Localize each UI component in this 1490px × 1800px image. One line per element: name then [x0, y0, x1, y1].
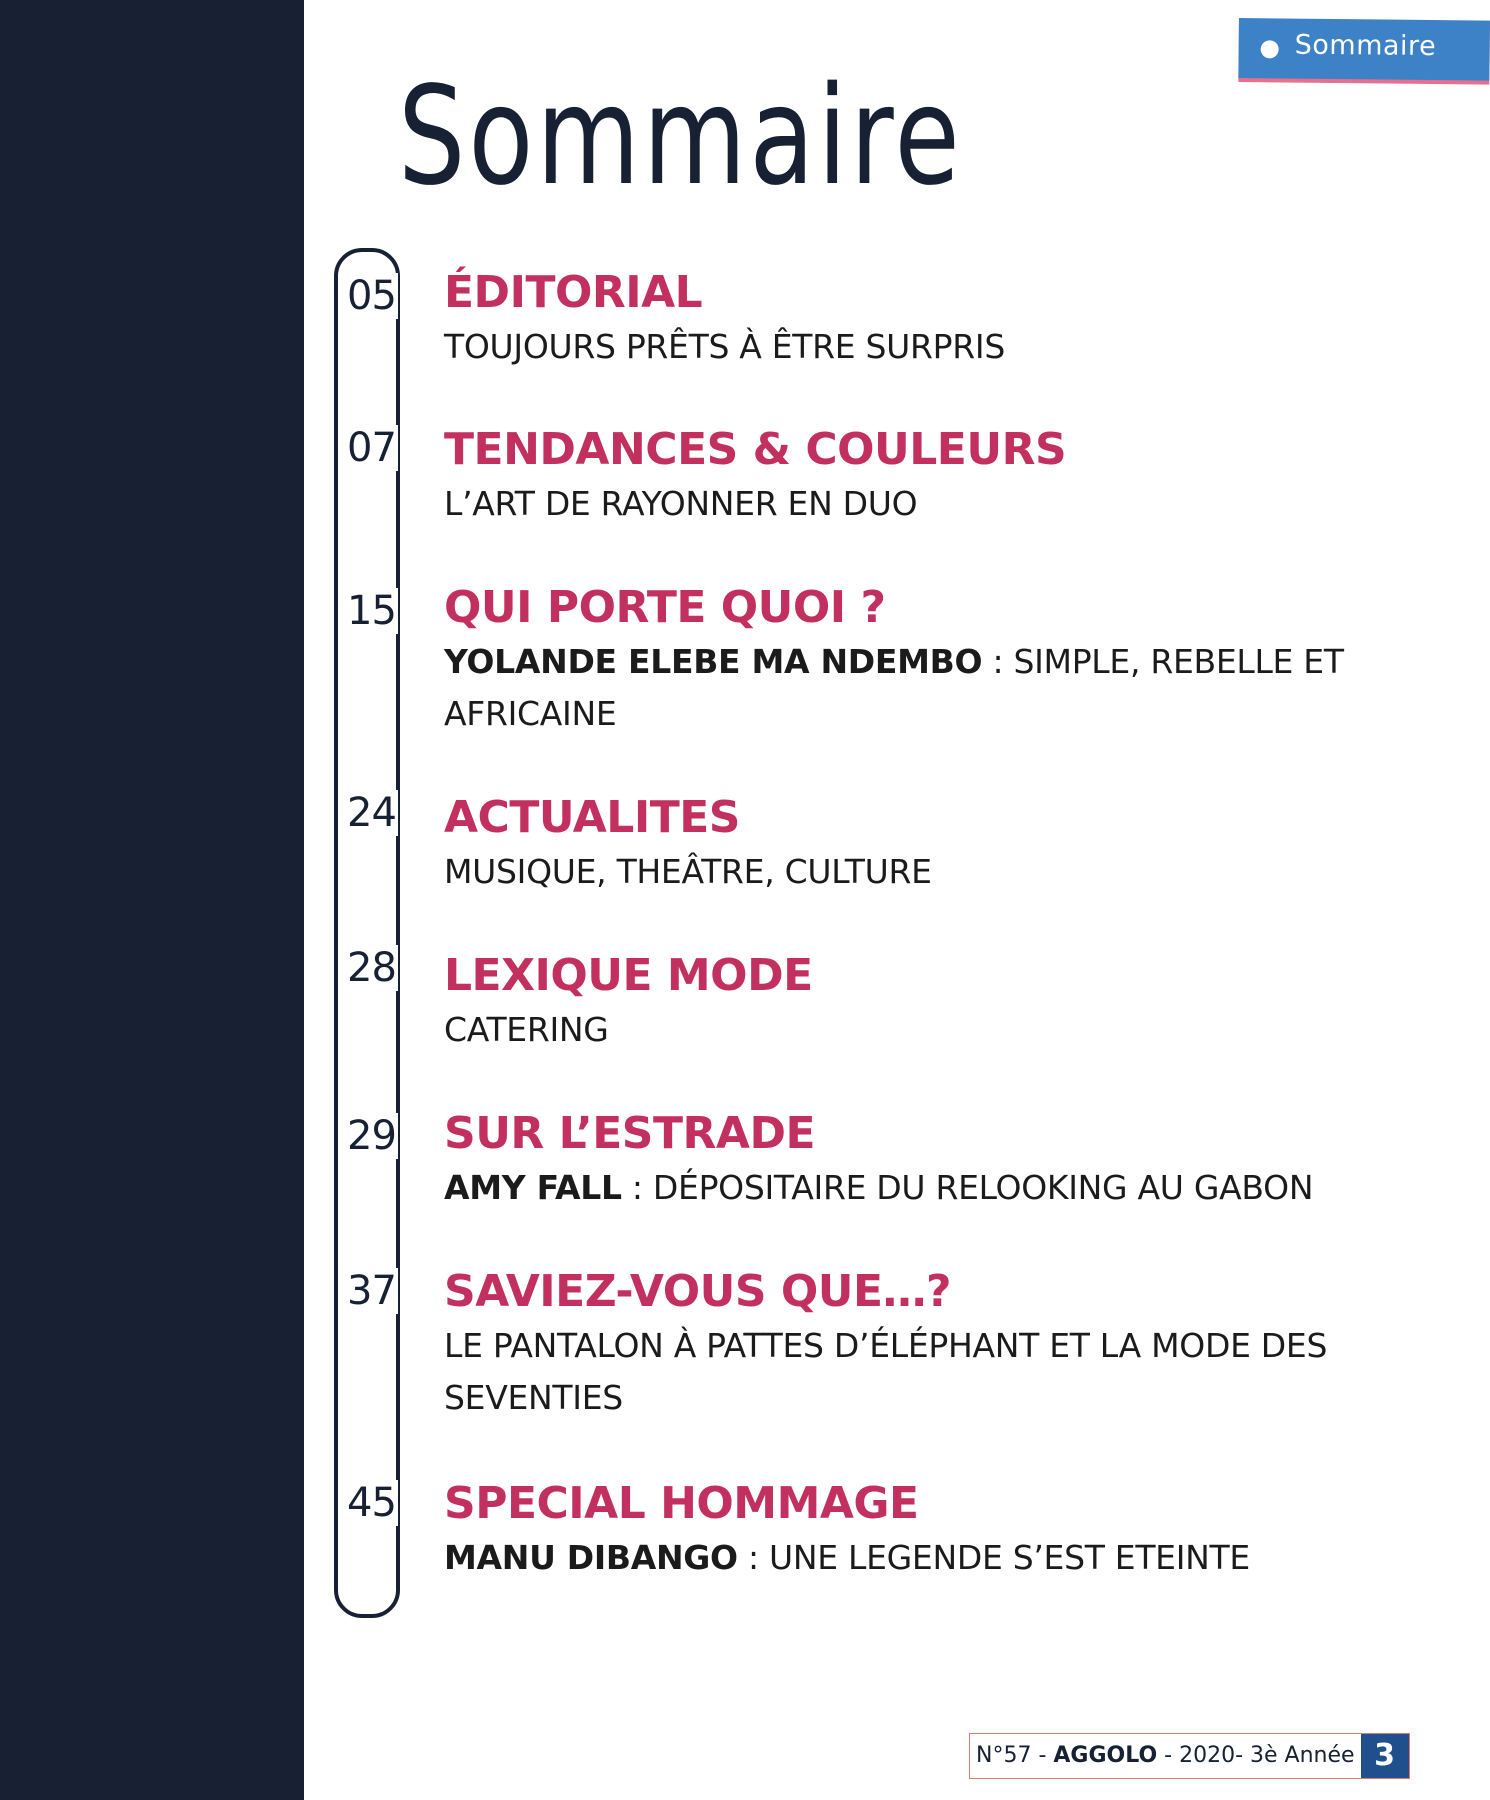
- toc-entry-estrade[interactable]: [444, 1106, 1444, 1214]
- toc-entry-subtitle: [444, 1004, 1444, 1056]
- toc-entry-text: CATERING: [444, 1010, 609, 1049]
- toc-entry-title: TENDANCES & COULEURS: [444, 424, 1067, 475]
- toc-entry-subtitle: [444, 1532, 1444, 1584]
- toc-entry-text: MUSIQUE, THEÂTRE, CULTURE: [444, 852, 932, 891]
- footer-year: - 2020- 3è Année: [1157, 1743, 1355, 1768]
- page-title: Sommaire: [398, 58, 963, 216]
- toc-entry-title: SAVIEZ-VOUS QUE…?: [444, 1266, 952, 1317]
- toc-entry-lexique[interactable]: [444, 948, 1444, 1056]
- toc-entry-separator: :: [737, 1538, 770, 1577]
- toc-entry-subtitle: [444, 321, 1444, 373]
- page-number-saviez-vous: 37: [347, 1268, 396, 1314]
- toc-entry-separator: :: [621, 1168, 653, 1207]
- footer-issue: N°57 -: [976, 1743, 1054, 1768]
- toc-entry-editorial[interactable]: [444, 265, 1444, 373]
- page-number-estrade: 29: [347, 1113, 396, 1159]
- footer-magazine-name: AGGOLO: [1053, 1743, 1158, 1768]
- toc-entry-tendances[interactable]: [444, 422, 1444, 530]
- toc-entry-title: SPECIAL HOMMAGE: [444, 1478, 919, 1529]
- page-number-editorial: 05: [347, 273, 396, 319]
- section-tag-label: Sommaire: [1294, 29, 1437, 63]
- toc-entry-bold: AMY FALL: [444, 1168, 622, 1207]
- section-tag: [1238, 18, 1490, 81]
- toc-entry-text: L’ART DE RAYONNER EN DUO: [444, 484, 918, 523]
- toc-entry-subtitle: [444, 636, 1394, 740]
- footer-issue-info: [970, 1734, 1361, 1778]
- toc-entry-subtitle: [444, 1320, 1444, 1424]
- toc-entry-qui-porte-quoi[interactable]: [444, 580, 1394, 740]
- toc-entry-title: ACTUALITES: [444, 792, 740, 843]
- toc-entry-bold: YOLANDE ELEBE MA NDEMBO: [444, 642, 983, 681]
- left-sidebar-band: [0, 0, 304, 1800]
- toc-entry-bold: MANU DIBANGO: [444, 1538, 738, 1577]
- toc-entry-title: ÉDITORIAL: [444, 267, 703, 318]
- footer-page-number: 3: [1361, 1734, 1409, 1778]
- toc-entry-text: SIMPLE, REBELLE ET AFRICAINE: [444, 642, 1344, 733]
- toc-entry-title: LEXIQUE MODE: [444, 950, 813, 1001]
- toc-entry-title: SUR L’ESTRADE: [444, 1108, 816, 1159]
- toc-entry-subtitle: [444, 846, 1444, 898]
- page-number-lexique: 28: [347, 945, 396, 991]
- toc-entry-text: LE PANTALON À PATTES D’ÉLÉPHANT ET LA MODE DES SEVENTIES: [444, 1326, 1328, 1417]
- page-number-qui-porte-quoi: 15: [347, 588, 396, 634]
- toc-entry-text: TOUJOURS PRÊTS À ÊTRE SURPRIS: [444, 327, 1005, 366]
- page-number-tendances: 07: [347, 425, 396, 471]
- toc-entry-separator: :: [982, 642, 1014, 681]
- bullet-dot-icon: [1261, 40, 1279, 58]
- toc-entry-saviez-vous[interactable]: [444, 1264, 1444, 1424]
- toc-entry-hommage[interactable]: [444, 1476, 1444, 1584]
- toc-entry-subtitle: [444, 1162, 1444, 1214]
- toc-entry-text: UNE LEGENDE S’EST ETEINTE: [769, 1538, 1250, 1577]
- toc-entry-actualites[interactable]: [444, 790, 1444, 898]
- toc-entry-text: DÉPOSITAIRE DU RELOOKING AU GABON: [652, 1168, 1314, 1207]
- page-number-actualites: 24: [347, 790, 396, 836]
- toc-entry-subtitle: [444, 478, 1444, 530]
- page-number-hommage: 45: [347, 1480, 396, 1526]
- page-footer: [969, 1733, 1410, 1779]
- toc-entry-title: QUI PORTE QUOI ?: [444, 582, 886, 633]
